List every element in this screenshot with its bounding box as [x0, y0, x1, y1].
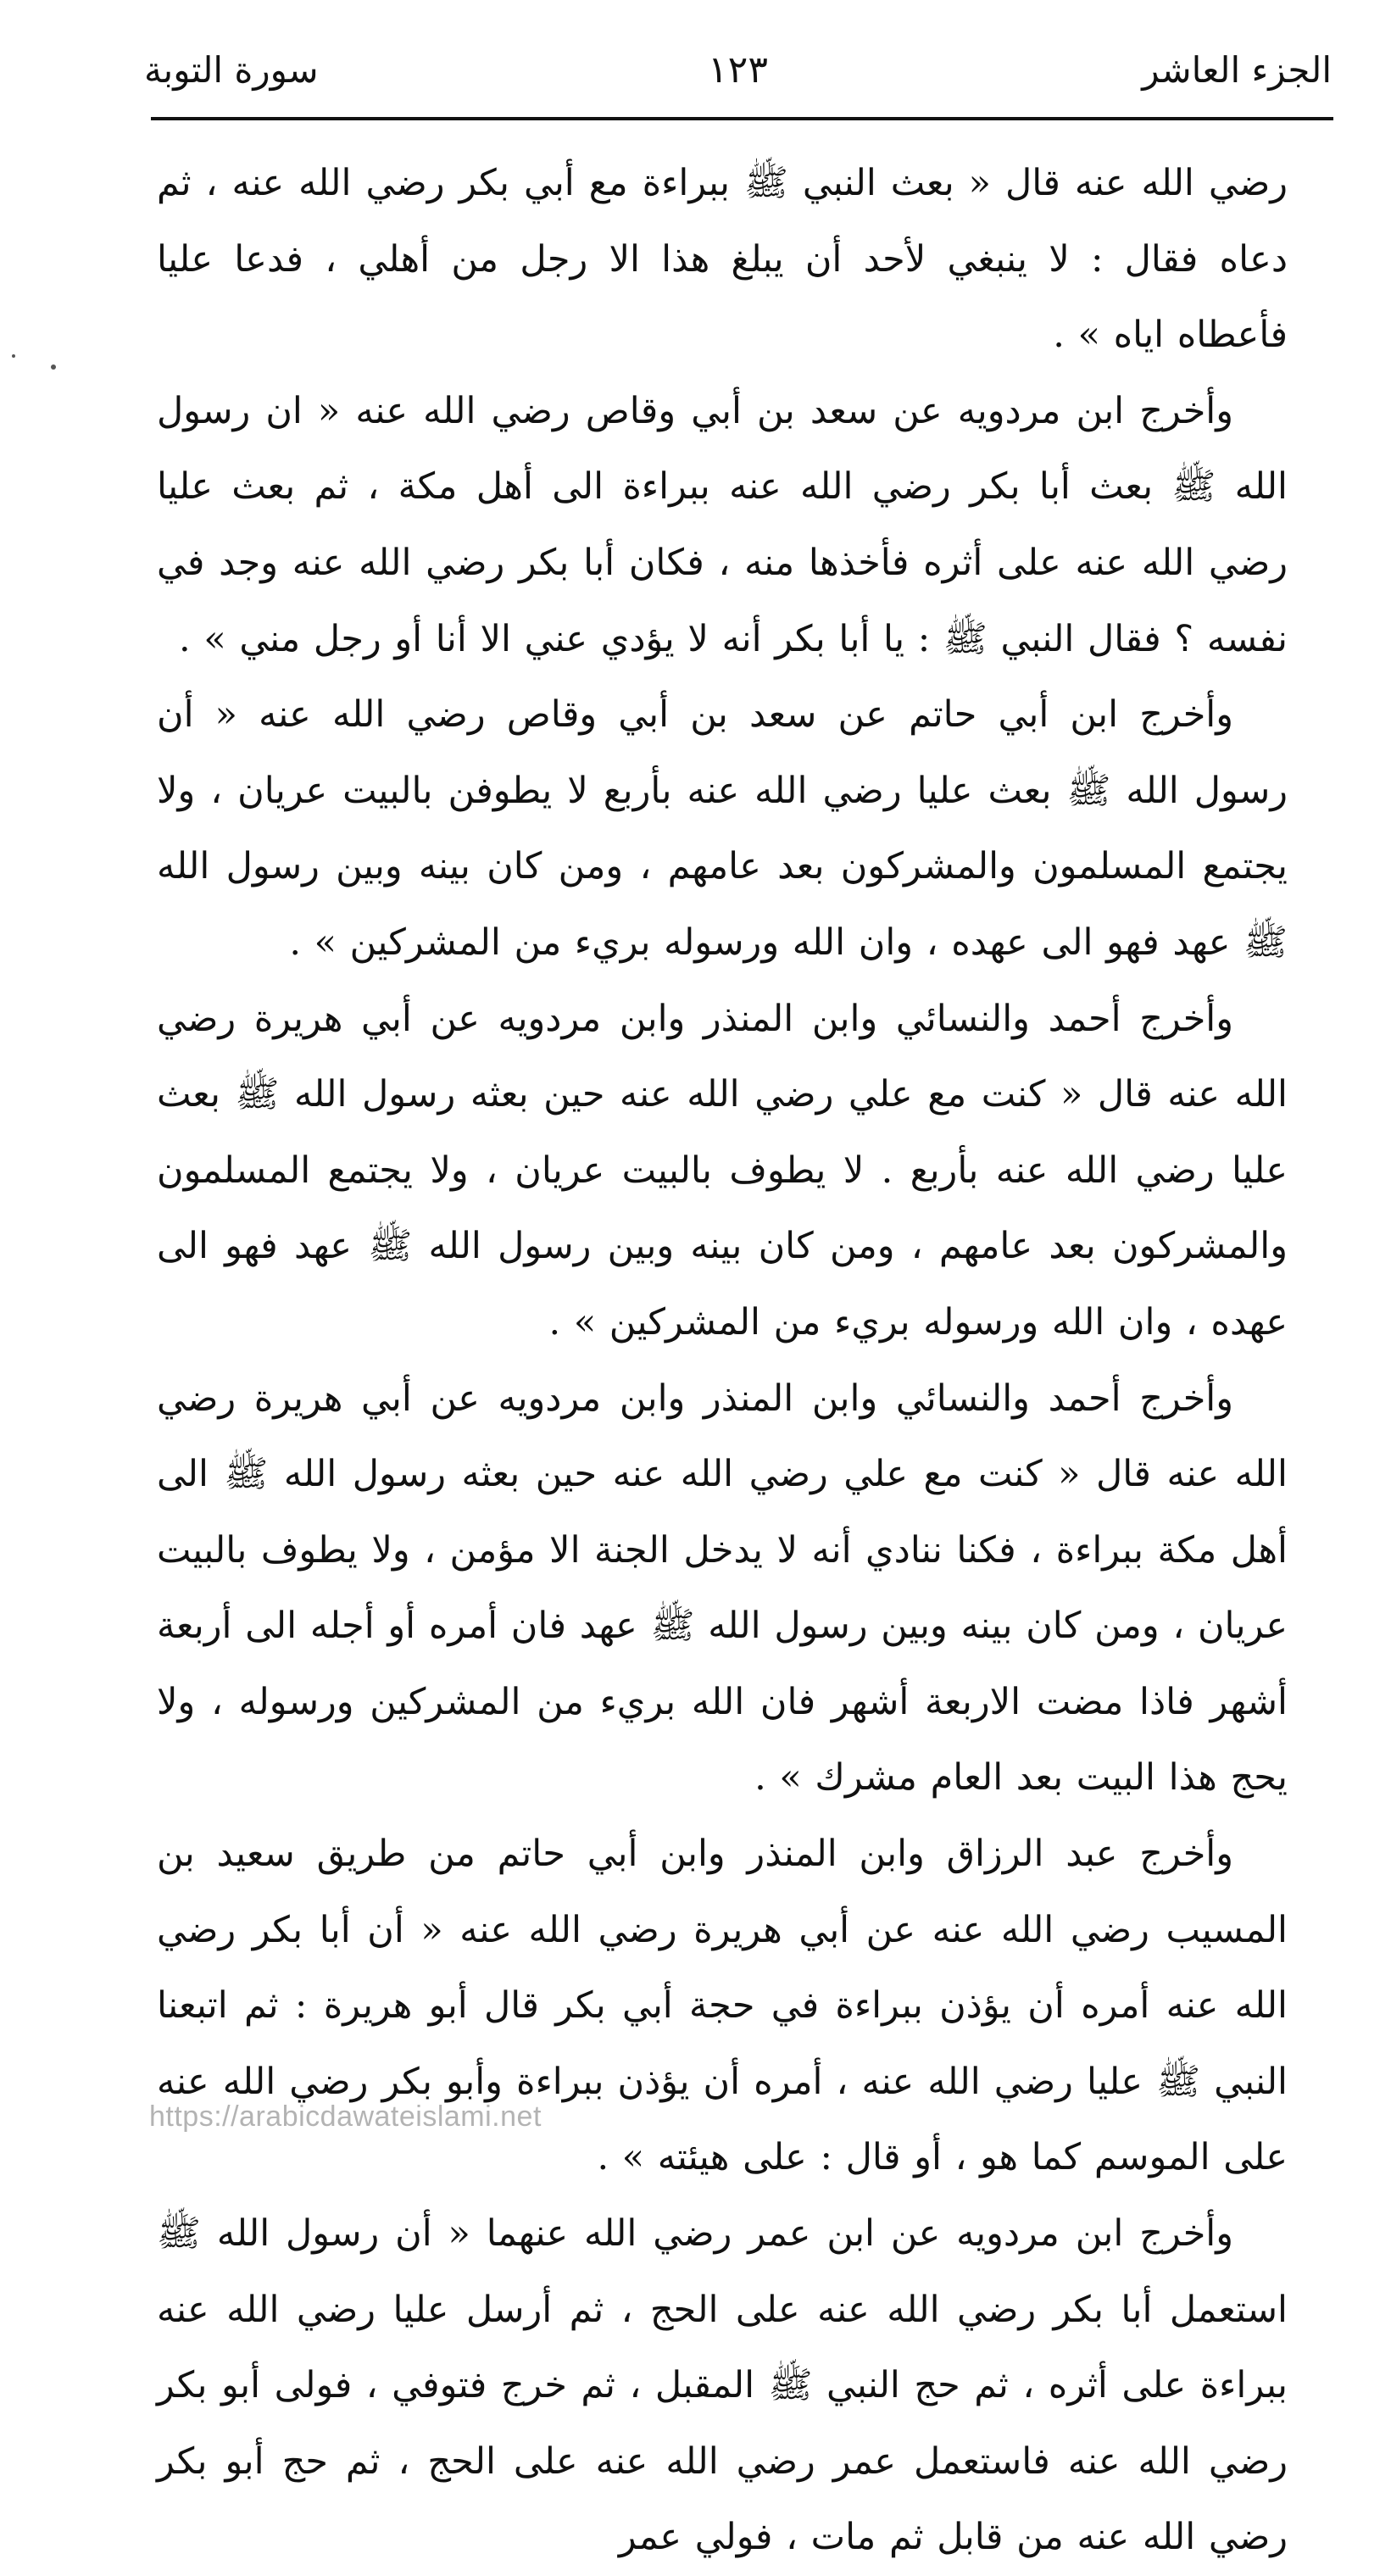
scan-speck: [51, 364, 56, 370]
paragraph-6: وأخرج عبد الرزاق وابن المنذر وابن أبي حاتم من طريق سعيد بن المسيب رضي الله عنه عن أبي هريرة رضي الله عنه « أن أبا بكر رضي الله عنه أمره أن يؤذن ببراءة في حجة أبي بكر قال أبو هريرة : ثم اتبعنا النبي ﷺ عليا رضي الله عنه ، أمره أن يؤذن ببراءة وأبو بكر رضي الله عنه على الموسم كما هو ، أو قال : على هيئته » .: [157, 1833, 1288, 2179]
paragraph-2: وأخرج ابن مردويه عن سعد بن أبي وقاص رضي الله عنه « ان رسول الله ﷺ بعث أبا بكر رضي الله عنه ببراءة الى أهل مكة ، ثم بعث عليا رضي الله عنه على أثره فأخذها منه ، فكان أبا بكر رضي الله عنه وجد في نفسه ؟ فقال النبي ﷺ : يا أبا بكر أنه لا يؤدي عني الا أنا أو رجل مني » .: [157, 389, 1288, 660]
watermark-url[interactable]: https://arabicdawateislami.net: [149, 2100, 542, 2133]
paragraph-7: وأخرج ابن مردويه عن ابن عمر رضي الله عنهما « أن رسول الله ﷺ استعمل أبا بكر رضي الله عنه على الحج ، ثم أرسل عليا رضي الله عنه ببراءة على أثره ، ثم حج النبي ﷺ المقبل ، ثم خرج فتوفي ، فولى أبو بكر رضي الله عنه فاستعمل عمر رضي الله عنه على الحج ، ثم حج أبو بكر رضي الله عنه من قابل ثم مات ، فولي عمر: [157, 2212, 1288, 2559]
juz-title: الجزء العاشر: [1142, 49, 1332, 91]
paragraph-3: وأخرج ابن أبي حاتم عن سعد بن أبي وقاص رضي الله عنه « أن رسول الله ﷺ بعث عليا رضي الله عنه بأربع لا يطوفن بالبيت عريان ، ولا يجتمع المسلمون والمشركون بعد عامهم ، ومن كان بينه وبين رسول الله ﷺ عهد فهو الى عهده ، وان الله ورسوله بريء من المشركين » .: [157, 693, 1288, 964]
running-header: [144, 41, 1332, 100]
page-number: ١٢٣: [708, 48, 768, 92]
paragraph-5: وأخرج أحمد والنسائي وابن المنذر وابن مردويه عن أبي هريرة رضي الله عنه قال « كنت مع علي رضي الله عنه حين بعثه رسول الله ﷺ الى أهل مكة ببراءة ، فكنا ننادي أنه لا يدخل الجنة الا مؤمن ، ولا يطوف بالبيت عريان ، ومن كان بينه وبين رسول الله ﷺ عهد فان أمره أو أجله الى أربعة أشهر فاذا مضت الاربعة أشهر فان الله بريء من المشركين ورسوله ، ولا يحج هذا البيت بعد العام مشرك » .: [157, 1377, 1288, 1800]
scan-speck: [12, 354, 15, 358]
surah-title: سورة التوبة: [144, 49, 319, 91]
paragraph-1: رضي الله عنه قال « بعث النبي ﷺ ببراءة مع أبي بكر رضي الله عنه ، ثم دعاه فقال : لا ينبغي لأحد أن يبلغ هذا الا رجل من أهلي ، فدعا عليا فأعطاه اياه » .: [157, 162, 1288, 357]
page-body: [157, 146, 1288, 2576]
paragraph-4: وأخرج أحمد والنسائي وابن المنذر وابن مردويه عن أبي هريرة رضي الله عنه قال « كنت مع علي رضي الله عنه حين بعثه رسول الله ﷺ بعث عليا رضي الله عنه بأربع . لا يطوف بالبيت عريان ، ولا يجتمع المسلمون والمشركون بعد عامهم ، ومن كان بينه وبين رسول الله ﷺ عهد فهو الى عهده ، وان الله ورسوله بريء من المشركين » .: [157, 997, 1288, 1344]
header-rule: [151, 117, 1333, 120]
